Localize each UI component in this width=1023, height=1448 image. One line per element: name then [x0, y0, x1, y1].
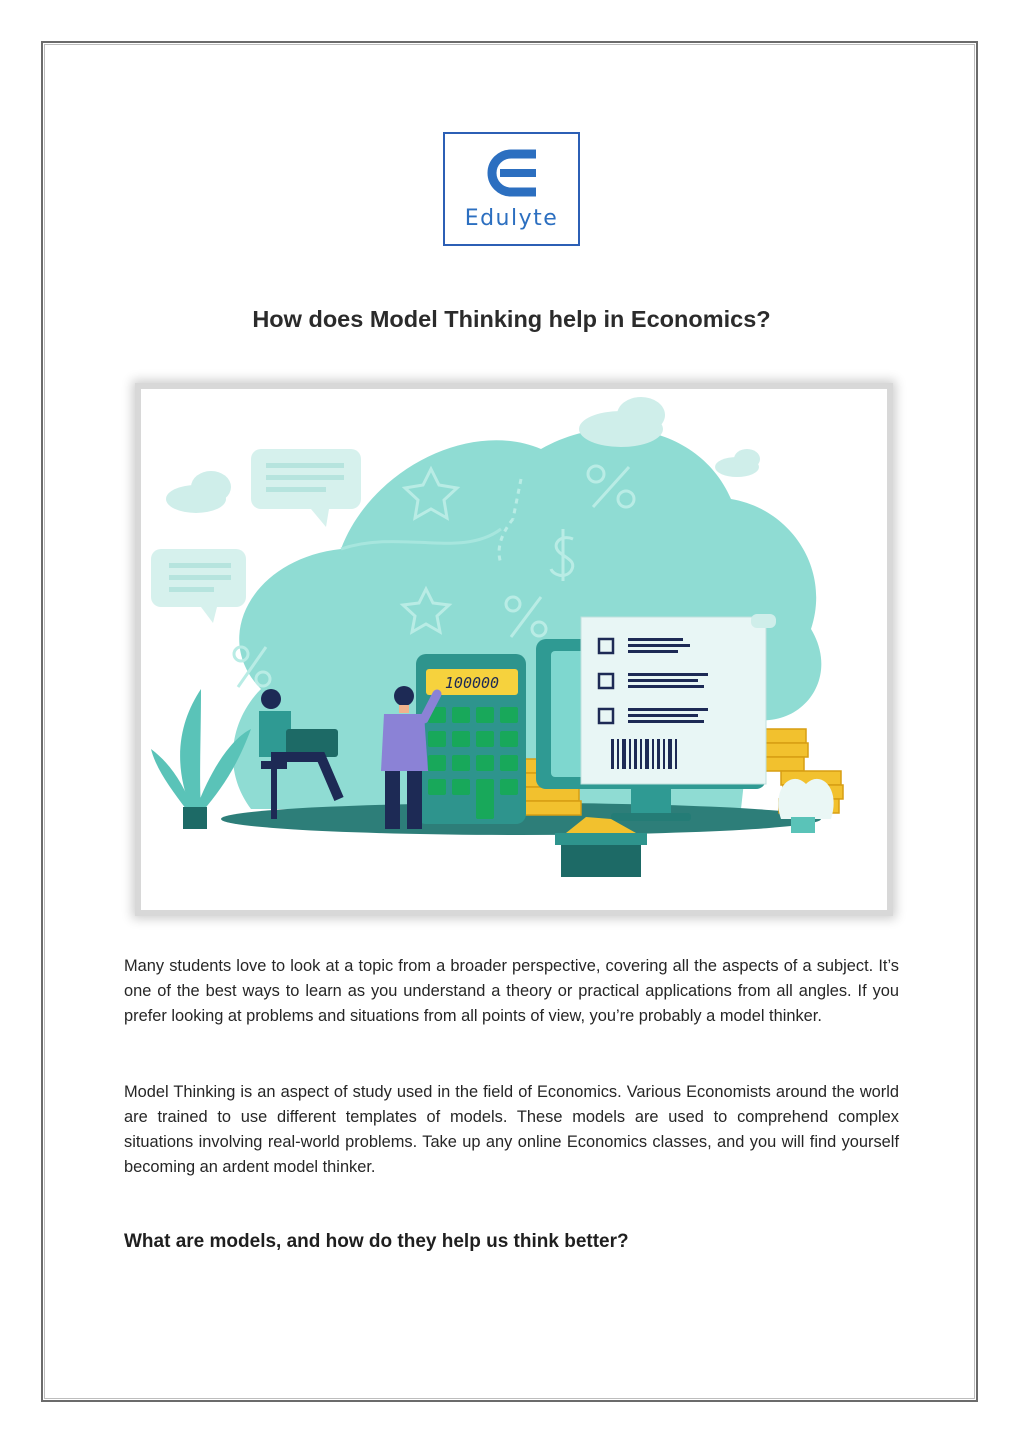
calculator-display: 100000 — [444, 674, 500, 692]
edulyte-logo — [443, 132, 580, 246]
calculator-icon — [416, 654, 526, 824]
article-title: How does Model Thinking help in Economics? — [252, 306, 771, 332]
section-heading: What are models, and how do they help us think better? — [124, 1231, 629, 1252]
checklist-icon — [581, 614, 776, 784]
intro-paragraph: Many students love to look at a topic from a broader perspective, covering all the aspects of a subject. It’s one of the best ways to learn as you understand a theory or practical applications from all angles. If you prefer looking at problems and situations from all points of view, you’re probably a model thinker. — [124, 957, 899, 1025]
logo-wordmark: Edulyte — [464, 206, 559, 231]
model-thinking-paragraph: Model Thinking is an aspect of study used in the field of Economics. Various Economists around the world are trained to use different templates of models. These models are used to comprehend complex situations involving real-world problems. Take up any online Economics classes, and you will find yourself becoming an ardent model thinker. — [124, 1083, 899, 1176]
hero-illustration — [135, 383, 893, 916]
